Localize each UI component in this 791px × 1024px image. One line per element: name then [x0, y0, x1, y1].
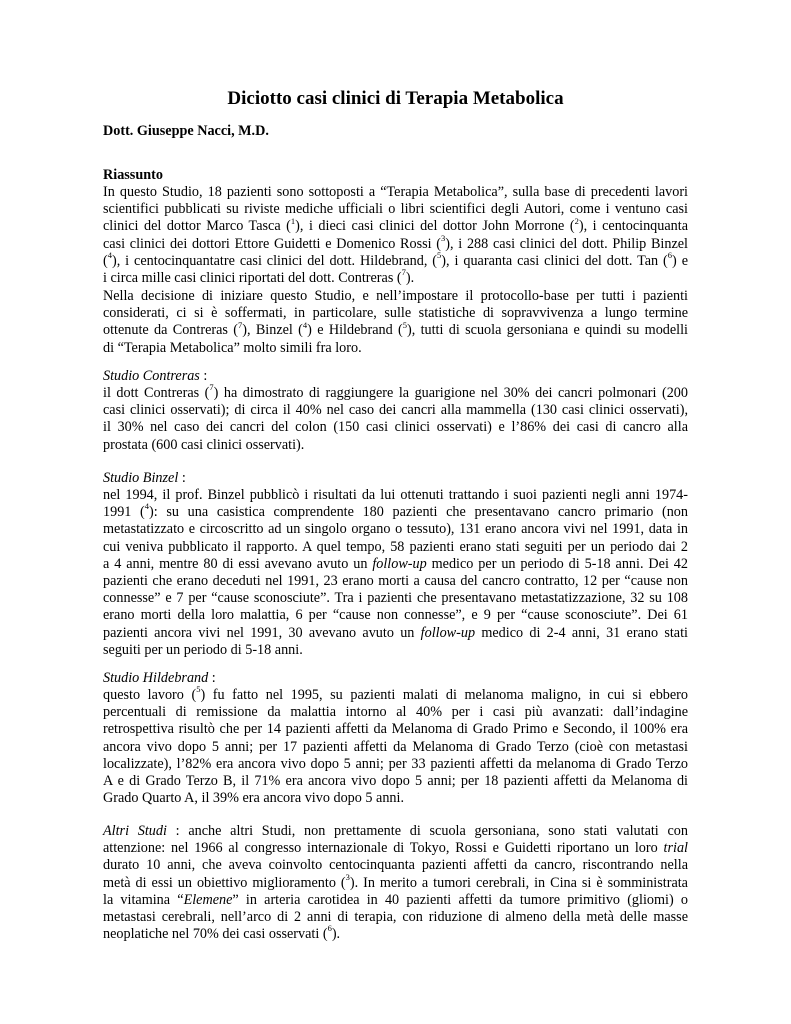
reference-number: 7 — [237, 319, 243, 330]
reference-number: 3 — [441, 232, 446, 243]
text-line: A e di Grado Terzo B, il 71% era ancora vivo dopo 5 anni; per 18 pazienti affetti da Melanoma di — [103, 772, 688, 789]
text-line: neoplatiche nel 70% dei casi osservati ($^6$). — [103, 923, 341, 943]
text-line: connesse” e 7 per “cause sconosciute”. Tra i pazienti che presentavano metastatizzazione, 32 su 108 — [103, 590, 688, 607]
text-line: erano morti della loro malattia, 6 per “cause non connesse”, e 9 per “cause sconosciute”. Dei 61 — [103, 607, 688, 624]
altri-heading: Altri Studi — [103, 823, 167, 839]
text-line: attenzione: nel 1966 al congresso internazionale di Tokyo, Rossi e Guidetti riportano un loro trial — [103, 840, 688, 857]
reference-number: 6 — [327, 923, 332, 934]
text-line: scientifici pubblicati su riviste mediche ufficiali o libri scientifici degli Autori, come i ventuno casi — [103, 201, 688, 218]
hildebrand-heading-line: Studio Hildebrand : — [103, 670, 216, 686]
reference-number: 7 — [401, 267, 406, 278]
contreras-heading-line: Studio Contreras : — [103, 368, 208, 384]
reference-number: 3 — [345, 871, 350, 882]
text-line: clinici del dottor Marco Tasca ($^1$), i dieci casi clinici del dottor John Morrone ($^2$), i centocinquanta — [103, 215, 688, 235]
hildebrand-paragraph — [103, 684, 688, 807]
text-line: 1991 ($^4$): su una casistica comprendente 180 pazienti che presentavano cancro primario (non — [103, 501, 688, 521]
text-line: metastatizzato e circoscritto ad un singolo organo o tessuto), 131 erano ancora vivi nel 1991, data in — [103, 521, 688, 538]
text-line: pazienti ancora vivi nel 1991, 30 avevano avuto un follow-up medico di 2-4 anni, 31 erano stati — [103, 624, 688, 641]
reference-number: 2 — [574, 215, 579, 226]
reference-number: 1 — [290, 215, 296, 226]
italic-term: follow-up — [372, 555, 427, 572]
reference-number: 5 — [437, 250, 442, 261]
altri-paragraph — [103, 823, 688, 943]
text-line: retrospettiva risultò che per 14 pazienti affetti da Melanoma di Grado Primo e Secondo, il 100% era — [103, 721, 688, 738]
reference-number: 5 — [402, 319, 407, 330]
text-line: questo lavoro ($^5$) fu fatto nel 1995, su pazienti malati di melanoma maligno, in cui si ebbero — [103, 684, 688, 703]
text-line: localizzate), l’82% era ancora vivo dopo 5 anni; per 33 pazienti affetti da melanoma di Grado Terzo — [103, 755, 688, 772]
intro-paragraph — [103, 184, 688, 287]
contreras-paragraph — [103, 382, 688, 454]
text-line: prostata (600 casi clinici osservati). — [103, 436, 305, 453]
binzel-heading: Studio Binzel — [103, 470, 179, 486]
text-line: seguiti per un periodo di 5-18 anni. — [103, 641, 303, 658]
text-line: il 30% nel caso dei cancri del colon (150 casi clinici osservati) e l’86% dei casi di cancro alla — [103, 419, 688, 436]
text-line: Nella decisione di iniziare questo Studio, e nell’impostare il protocollo-base per tutti i pazienti — [103, 288, 688, 304]
text-line: casi clinici osservati); di circa il 40% nel caso dei cancri alla mammella (130 casi clinici osservati), — [103, 402, 688, 419]
text-line: i circa mille casi clinici riportati del dott. Contreras ($^7$). — [103, 267, 415, 286]
text-line: durato 10 anni, che aveva coinvolto centocinquanta pazienti affetti da cancro, riscontrando nella — [103, 857, 688, 874]
reference-number: 7 — [209, 382, 214, 393]
text-line: ancora vivo dopo 5 anni; per 17 pazienti affetti da Melanoma di Grado Terzo (cioè con metastasi — [103, 738, 688, 755]
author-line: Dott. Giuseppe Nacci, M.D. — [103, 123, 269, 139]
text-line: la vitamina “Elemene” in arteria carotidea in 40 pazienti affetti da tumore primitivo (gliomi) o — [103, 891, 688, 908]
text-line: pazienti che erano deceduti nel 1991, 23 erano morti a causa del cancro contratto, 12 per “cause non — [103, 572, 688, 589]
text-line: Altri Studi : anche altri Studi, non prettamente di scuola gersoniana, sono stati valutati con — [103, 823, 688, 839]
contreras-heading: Studio Contreras — [103, 368, 200, 384]
reference-number: 5 — [196, 684, 201, 695]
italic-term: trial — [663, 840, 688, 857]
text-line: metastasi cerebrali, nell’arco di 2 anni di terapia, con riduzione di almeno della metà delle masse — [103, 908, 688, 925]
text-line: In questo Studio, 18 pazienti sono sottoposti a “Terapia Metabolica”, sulla base di precedenti lavori — [103, 184, 688, 200]
text-line: percentuali di remissione da malattia intorno al 40% per i casi più avanzati: dall’indagine — [103, 704, 688, 721]
text-line: casi clinici dei dottori Ettore Guidetti e Domenico Rossi ($^3$), i 288 casi clinici del dott. Philip Binzel — [103, 232, 689, 252]
text-line: ottenute da Contreras ($^7$), Binzel ($^4$) e Hildebrand ($^5$), tutti di scuola gersoniana e quindi su modelli — [103, 319, 688, 339]
intro-paragraph-2 — [103, 288, 688, 357]
text-line: a 4 anni, mentre 80 di essi avevano avuto un follow-up medico per un periodo di 5-18 anni. Dei 42 — [103, 555, 688, 572]
text-line: nel 1994, il prof. Binzel pubblicò i risultati da lui ottenuti trattando i suoi pazienti negli anni 1974- — [103, 487, 688, 503]
text-line: Grado Quarto A, il 39% era ancora vivo dopo 5 anni. — [103, 790, 405, 807]
text-line: metà di essi un obiettivo miglioramento ($^3$). In merito a tumori cerebrali, in Cina si è somministrata — [103, 871, 688, 891]
section-title: Riassunto — [103, 167, 163, 183]
text-line: ($^4$), i centocinquantatre casi clinici del dott. Hildebrand, ($^5$), i quaranta casi clinici del dott. Tan ($^6$) e — [103, 250, 688, 269]
text-line: considerati, ci si è soffermati, in particolare, sulle statistiche di sopravvivenza a lungo termine — [103, 305, 688, 322]
reference-number: 4 — [302, 319, 308, 330]
reference-number: 6 — [667, 250, 673, 261]
text-line: il dott Contreras ($^7$) ha dimostrato di raggiungere la guarigione nel 30% dei cancri polmonari (200 — [103, 382, 688, 401]
reference-number: 4 — [107, 250, 112, 261]
italic-term: follow-up — [420, 624, 476, 641]
binzel-paragraph — [103, 487, 688, 659]
hildebrand-heading: Studio Hildebrand — [103, 670, 209, 686]
text-line: di “Terapia Metabolica” molto simili fra loro. — [103, 339, 362, 356]
reference-number: 4 — [144, 501, 150, 512]
document-title: Diciotto casi clinici di Terapia Metabolica — [227, 88, 564, 109]
binzel-heading-line: Studio Binzel : — [103, 470, 186, 486]
italic-term: Elemene — [183, 891, 233, 908]
text-line: cui veniva pubblicato il rapporto. A quel tempo, 58 pazienti erano stati seguiti per un periodo dai 2 — [103, 538, 688, 555]
